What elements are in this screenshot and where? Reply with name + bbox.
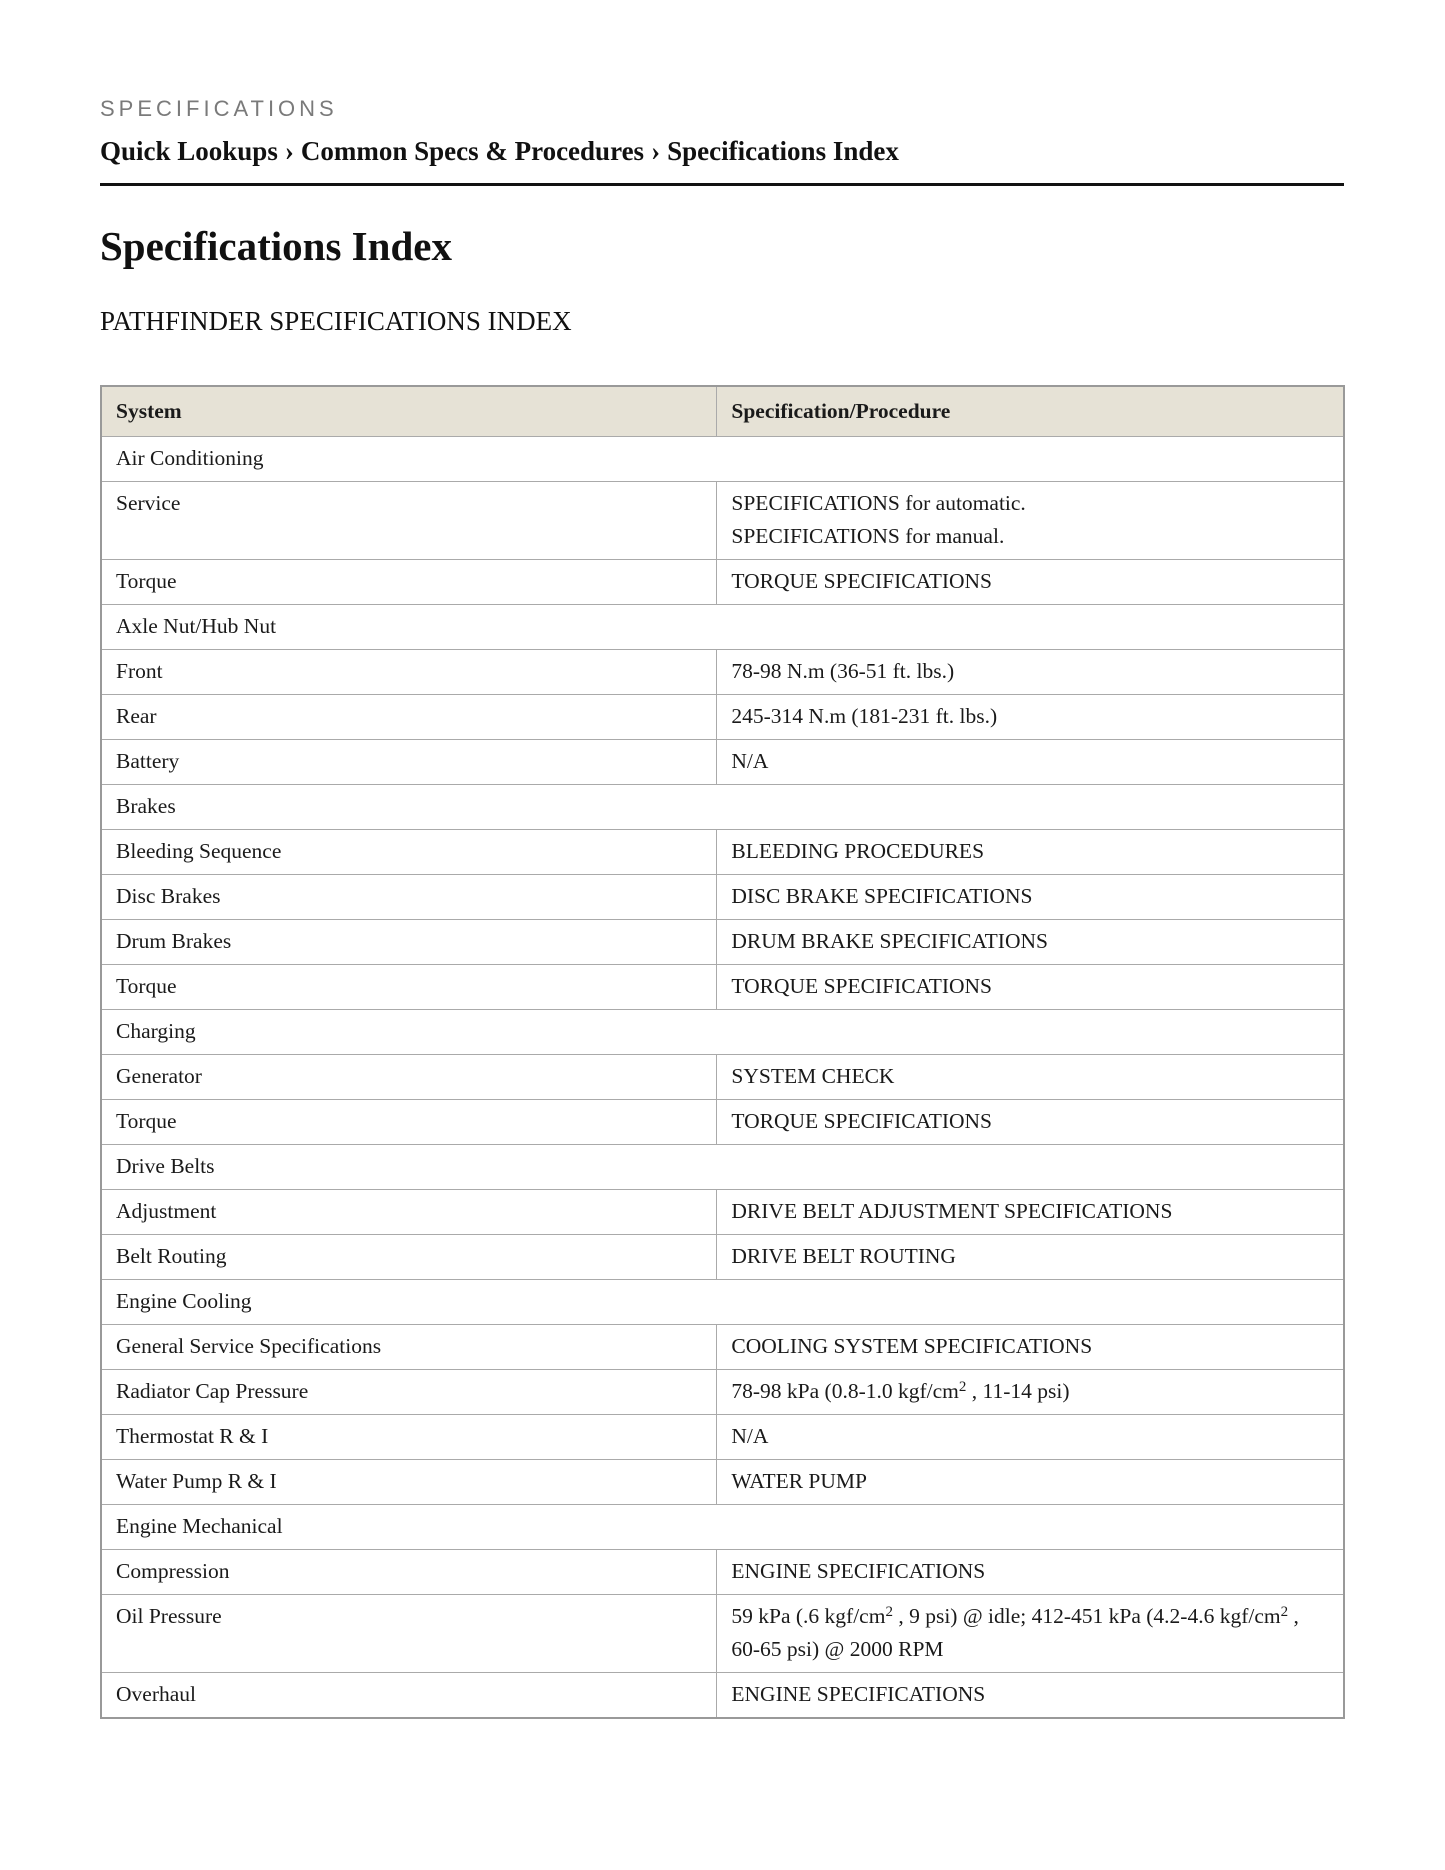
page-title: Specifications Index bbox=[100, 223, 452, 269]
system-cell: Adjustment bbox=[101, 1190, 717, 1235]
specification-line: DRUM BRAKE SPECIFICATIONS bbox=[731, 929, 1048, 953]
system-cell: Battery bbox=[101, 740, 717, 785]
specification-line: DRIVE BELT ROUTING bbox=[731, 1244, 956, 1268]
group-label: Air Conditioning bbox=[101, 437, 1344, 482]
table-group-row bbox=[101, 605, 1344, 650]
specification-cell bbox=[717, 740, 1344, 785]
group-label: Drive Belts bbox=[101, 1145, 1344, 1190]
table-row bbox=[101, 695, 1344, 740]
specification-line: ENGINE SPECIFICATIONS bbox=[731, 1559, 986, 1583]
specifications-table bbox=[100, 385, 1345, 1719]
table-row bbox=[101, 1460, 1344, 1505]
system-cell: Torque bbox=[101, 560, 717, 605]
specification-line: SYSTEM CHECK bbox=[731, 1064, 895, 1088]
specification-line: DISC BRAKE SPECIFICATIONS bbox=[731, 884, 1033, 908]
specification-line: 78-98 N.m (36-51 ft. lbs.) bbox=[731, 659, 955, 683]
group-label: Engine Cooling bbox=[101, 1280, 1344, 1325]
table-row bbox=[101, 830, 1344, 875]
specification-cell bbox=[717, 1100, 1344, 1145]
group-label: Brakes bbox=[101, 785, 1344, 830]
specification-line: 245-314 N.m (181-231 ft. lbs.) bbox=[731, 704, 998, 728]
system-cell: Water Pump R & I bbox=[101, 1460, 717, 1505]
specification-line: N/A bbox=[731, 749, 769, 773]
table-row bbox=[101, 1100, 1344, 1145]
table-body bbox=[101, 437, 1344, 1719]
table-group-row bbox=[101, 1145, 1344, 1190]
table-group-row bbox=[101, 785, 1344, 830]
table-row bbox=[101, 740, 1344, 785]
specification-line: TORQUE SPECIFICATIONS bbox=[731, 974, 993, 998]
breadcrumb-item-common-specs[interactable]: Common Specs & Procedures bbox=[300, 136, 645, 166]
table-row bbox=[101, 1325, 1344, 1370]
page-subtitle: PATHFINDER SPECIFICATIONS INDEX bbox=[100, 306, 572, 336]
system-cell: Torque bbox=[101, 1100, 717, 1145]
section-kicker: SPECIFICATIONS bbox=[100, 96, 338, 121]
table-group-row bbox=[101, 1505, 1344, 1550]
specification-cell bbox=[717, 1235, 1344, 1280]
table-header-row bbox=[101, 386, 1344, 437]
table-row bbox=[101, 1370, 1344, 1415]
column-header-specification: Specification/Procedure bbox=[717, 386, 1344, 437]
group-label: Engine Mechanical bbox=[101, 1505, 1344, 1550]
specification-cell bbox=[717, 1595, 1344, 1673]
group-label: Axle Nut/Hub Nut bbox=[101, 605, 1344, 650]
table-row bbox=[101, 1190, 1344, 1235]
column-header-system: System bbox=[101, 386, 717, 437]
table-row bbox=[101, 560, 1344, 605]
system-cell: Compression bbox=[101, 1550, 717, 1595]
system-cell: Thermostat R & I bbox=[101, 1415, 717, 1460]
specification-cell bbox=[717, 920, 1344, 965]
table-row bbox=[101, 965, 1344, 1010]
specification-line: COOLING SYSTEM SPECIFICATIONS bbox=[731, 1334, 1093, 1358]
breadcrumb bbox=[100, 136, 1344, 186]
table-row bbox=[101, 1235, 1344, 1280]
breadcrumb-separator: › bbox=[651, 136, 661, 166]
system-cell: Torque bbox=[101, 965, 717, 1010]
specification-cell bbox=[717, 482, 1344, 560]
specification-line: TORQUE SPECIFICATIONS bbox=[731, 569, 993, 593]
specification-cell bbox=[717, 1190, 1344, 1235]
system-cell: Oil Pressure bbox=[101, 1595, 717, 1673]
table-row bbox=[101, 1673, 1344, 1719]
specification-line: 78-98 kPa (0.8-1.0 kgf/$cm^2$ , 11-14 psi) bbox=[731, 1379, 1070, 1403]
system-cell: Belt Routing bbox=[101, 1235, 717, 1280]
breadcrumb-item-quick-lookups[interactable]: Quick Lookups bbox=[100, 136, 278, 166]
specification-cell bbox=[717, 1370, 1344, 1415]
specification-cell bbox=[717, 650, 1344, 695]
system-cell: Disc Brakes bbox=[101, 875, 717, 920]
system-cell: Rear bbox=[101, 695, 717, 740]
specification-cell bbox=[717, 1673, 1344, 1719]
specification-cell bbox=[717, 965, 1344, 1010]
system-cell: Drum Brakes bbox=[101, 920, 717, 965]
specification-line: SPECIFICATIONS for manual. bbox=[731, 524, 1005, 548]
table-row bbox=[101, 482, 1344, 560]
specification-cell bbox=[717, 695, 1344, 740]
table-group-row bbox=[101, 1280, 1344, 1325]
system-cell: Generator bbox=[101, 1055, 717, 1100]
specification-line: DRIVE BELT ADJUSTMENT SPECIFICATIONS bbox=[731, 1199, 1173, 1223]
table-group-row bbox=[101, 437, 1344, 482]
table-row bbox=[101, 1055, 1344, 1100]
system-cell: Radiator Cap Pressure bbox=[101, 1370, 717, 1415]
specification-cell bbox=[717, 830, 1344, 875]
breadcrumb-separator: › bbox=[284, 136, 294, 166]
system-cell: Service bbox=[101, 482, 717, 560]
specification-line: ENGINE SPECIFICATIONS bbox=[731, 1682, 986, 1706]
specification-line: 60-65 psi) @ 2000 RPM bbox=[731, 1637, 944, 1661]
specification-line: TORQUE SPECIFICATIONS bbox=[731, 1109, 993, 1133]
specification-cell bbox=[717, 875, 1344, 920]
system-cell: Bleeding Sequence bbox=[101, 830, 717, 875]
specification-line: N/A bbox=[731, 1424, 769, 1448]
specification-cell bbox=[717, 1055, 1344, 1100]
specification-cell bbox=[717, 1325, 1344, 1370]
system-cell: Overhaul bbox=[101, 1673, 717, 1719]
table-row bbox=[101, 920, 1344, 965]
specification-line: SPECIFICATIONS for automatic. bbox=[731, 491, 1026, 515]
table-row bbox=[101, 1595, 1344, 1673]
group-label: Charging bbox=[101, 1010, 1344, 1055]
specification-cell bbox=[717, 1460, 1344, 1505]
specification-line: WATER PUMP bbox=[731, 1469, 867, 1493]
system-cell: General Service Specifications bbox=[101, 1325, 717, 1370]
specification-cell bbox=[717, 560, 1344, 605]
table-row bbox=[101, 650, 1344, 695]
table-row bbox=[101, 1415, 1344, 1460]
breadcrumb-item-specifications-index[interactable]: Specifications Index bbox=[667, 136, 899, 166]
specification-line: BLEEDING PROCEDURES bbox=[731, 839, 985, 863]
system-cell: Front bbox=[101, 650, 717, 695]
specification-cell bbox=[717, 1415, 1344, 1460]
table-row bbox=[101, 1550, 1344, 1595]
specification-cell bbox=[717, 1550, 1344, 1595]
table-row bbox=[101, 875, 1344, 920]
specification-line: 59 kPa (.6 kgf/$cm^2$ , 9 psi) @ idle; 412-451 kPa (4.2-4.6 kgf/$cm^2$ , bbox=[731, 1604, 1299, 1628]
table-group-row bbox=[101, 1010, 1344, 1055]
